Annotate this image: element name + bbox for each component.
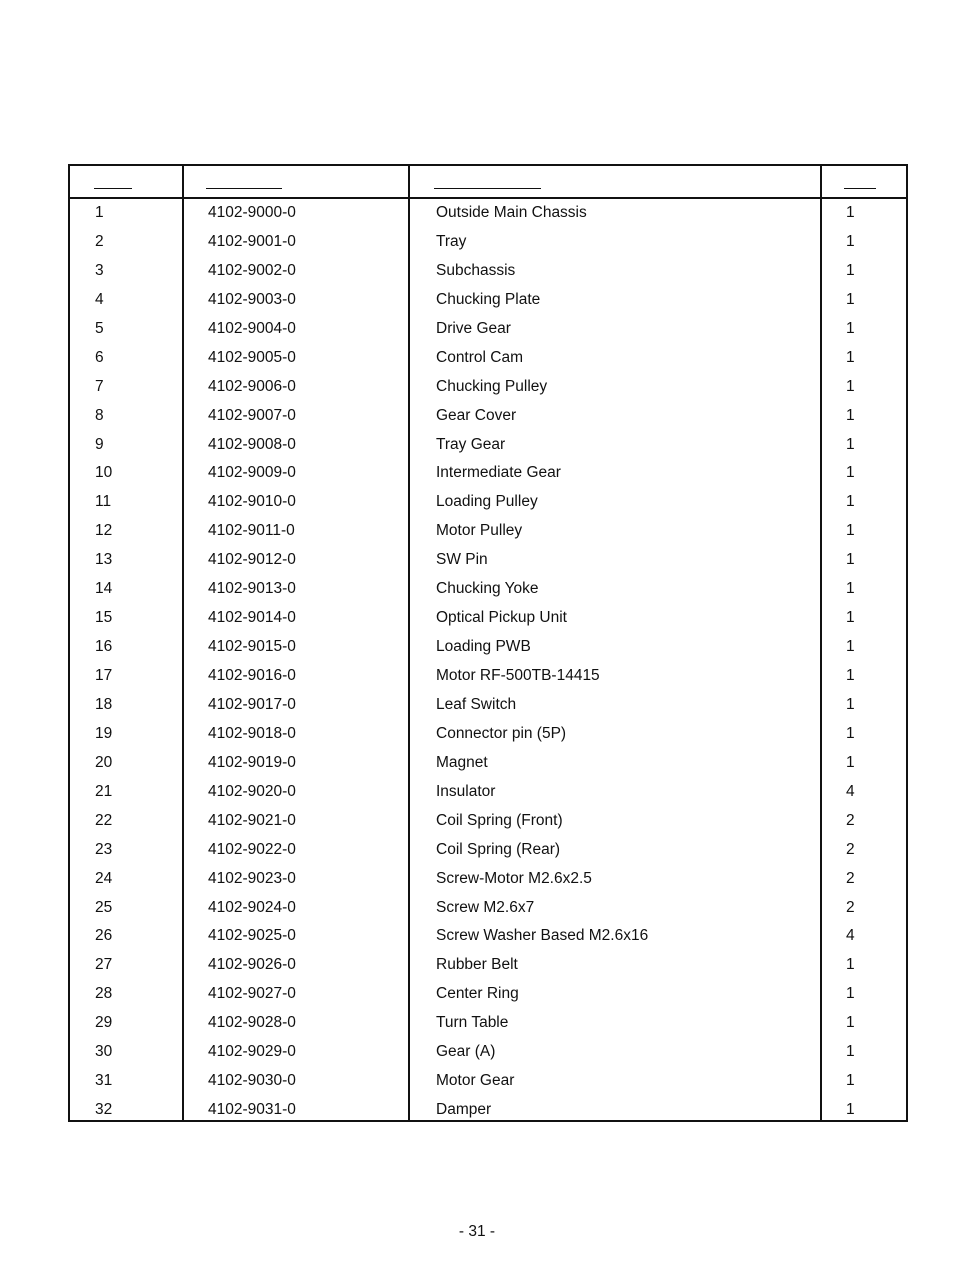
quantity: 2 [846,811,855,829]
quantity: 1 [846,724,855,742]
part-description: SW Pin [436,551,488,569]
part-number: 4102-9027-0 [208,985,296,1003]
table-row [70,286,906,315]
part-number: 4102-9007-0 [208,406,296,424]
table-row [70,546,906,575]
table-row [70,951,906,980]
quantity: 1 [846,204,855,221]
quantity: 1 [846,667,855,684]
item-number: 22 [95,811,113,829]
part-description: Tray Gear [436,435,506,453]
part-number: 4102-9020-0 [208,782,296,800]
part-number: 4102-9013-0 [208,580,296,598]
header-quantity-underline [844,188,876,189]
quantity: 1 [846,464,855,482]
part-description: Subchassis [436,261,516,279]
item-number: 4 [95,290,104,308]
part-description: Coil Spring (Front) [436,811,563,829]
table-row [70,315,906,344]
quantity: 1 [846,1072,855,1090]
part-description: Motor Pulley [436,522,523,540]
quantity: 1 [846,493,855,511]
item-number: 15 [95,609,113,627]
item-number: 28 [95,985,113,1003]
part-number: 4102-9010-0 [208,493,296,511]
part-number: 4102-9009-0 [208,464,296,482]
page-number: - 31 - [458,1223,496,1240]
part-number: 4102-9024-0 [208,898,296,916]
table-row [70,662,906,691]
part-description: Gear Cover [436,406,517,424]
table-row [70,517,906,546]
item-number: 2 [95,232,104,250]
part-number: 4102-9017-0 [208,695,296,713]
part-description: Motor Gear [436,1072,515,1090]
part-number: 4102-9019-0 [208,753,296,771]
part-number: 4102-9021-0 [208,811,296,829]
table-row [70,575,906,604]
part-number: 4102-9001-0 [208,232,296,250]
item-number: 24 [95,869,113,887]
table-row [70,922,906,951]
item-number: 3 [95,261,104,279]
header-description-underline [434,188,541,189]
part-number: 4102-9031-0 [208,1101,296,1119]
part-number: 4102-9008-0 [208,435,296,453]
part-description: Insulator [436,782,496,800]
item-number: 10 [95,464,113,482]
quantity: 2 [846,898,855,916]
quantity: 1 [846,435,855,453]
part-description: Optical Pickup Unit [436,609,567,627]
part-description: Chucking Pulley [436,377,548,395]
table-row [70,894,906,923]
item-number: 9 [95,435,104,453]
quantity: 1 [846,551,855,569]
part-description: Motor RF-500TB-14415 [436,667,600,684]
quantity: 1 [846,319,855,337]
part-description: Control Cam [436,348,523,366]
quantity: 1 [846,261,855,279]
part-description: Screw Washer Based M2.6x16 [436,927,649,945]
part-description: Loading PWB [436,638,531,656]
quantity: 1 [846,695,855,713]
part-number: 4102-9028-0 [208,1014,296,1032]
part-description: Turn Table [436,1014,509,1032]
part-number: 4102-9016-0 [208,667,296,684]
parts-list-table [68,164,908,1122]
item-number: 16 [95,638,113,656]
table-row [70,720,906,749]
part-number: 4102-9004-0 [208,319,296,337]
table-row [70,257,906,286]
quantity: 1 [846,985,855,1003]
part-number: 4102-9025-0 [208,927,296,945]
part-description: Chucking Plate [436,290,541,308]
table-row [70,488,906,517]
item-number: 8 [95,406,104,424]
part-number: 4102-9006-0 [208,377,296,395]
quantity: 1 [846,1043,855,1061]
table-row [70,980,906,1009]
part-description: Magnet [436,753,488,771]
part-description: Screw M2.6x7 [436,898,535,916]
part-description: Leaf Switch [436,695,517,713]
item-number: 31 [95,1072,113,1090]
item-number: 27 [95,956,113,974]
quantity: 4 [846,927,855,945]
quantity: 1 [846,348,855,366]
quantity: 1 [846,522,855,540]
item-number: 18 [95,695,113,713]
quantity: 1 [846,406,855,424]
item-number: 23 [95,840,113,858]
item-number: 14 [95,580,113,598]
part-description: Drive Gear [436,319,511,337]
item-number: 6 [95,348,104,366]
item-number: 30 [95,1043,113,1061]
table-row [70,691,906,720]
item-number: 21 [95,782,113,800]
part-description: Center Ring [436,985,519,1003]
quantity: 2 [846,869,855,887]
quantity: 1 [846,1014,855,1032]
part-number: 4102-9000-0 [208,204,296,221]
part-description: Rubber Belt [436,956,518,974]
header-no-underline [94,188,132,189]
header-part-number-underline [206,188,282,189]
item-number: 32 [95,1101,113,1119]
table-row [70,402,906,431]
item-number: 7 [95,377,104,395]
item-number: 26 [95,927,113,945]
table-row [70,749,906,778]
part-number: 4102-9023-0 [208,869,296,887]
part-number: 4102-9003-0 [208,290,296,308]
part-number: 4102-9026-0 [208,956,296,974]
table-row [70,228,906,257]
quantity: 4 [846,782,855,800]
item-number: 29 [95,1014,113,1032]
item-number: 1 [95,204,104,221]
item-number: 5 [95,319,104,337]
quantity: 1 [846,1101,855,1119]
table-row [70,778,906,807]
item-number: 17 [95,667,113,684]
part-number: 4102-9030-0 [208,1072,296,1090]
part-description: Damper [436,1101,492,1119]
quantity: 1 [846,609,855,627]
table-row [70,373,906,402]
quantity: 1 [846,580,855,598]
part-description: Loading Pulley [436,493,538,511]
part-number: 4102-9029-0 [208,1043,296,1061]
table-row [70,865,906,894]
table-row [70,1067,906,1096]
table-row [70,836,906,865]
table-row [70,633,906,662]
part-number: 4102-9015-0 [208,638,296,656]
quantity: 1 [846,290,855,308]
item-number: 25 [95,898,113,916]
table-row [70,1009,906,1038]
table-row [70,431,906,460]
table-row [70,344,906,373]
part-description: Gear (A) [436,1043,496,1061]
part-number: 4102-9011-0 [208,522,295,540]
part-description: Outside Main Chassis [436,204,587,221]
part-number: 4102-9022-0 [208,840,296,858]
table-row [70,1096,906,1125]
part-description: Intermediate Gear [436,464,561,482]
item-number: 19 [95,724,113,742]
quantity: 1 [846,753,855,771]
item-number: 13 [95,551,113,569]
part-number: 4102-9002-0 [208,261,296,279]
part-description: Coil Spring (Rear) [436,840,561,858]
table-row [70,199,906,228]
quantity: 1 [846,956,855,974]
quantity: 1 [846,232,855,250]
table-row [70,807,906,836]
part-number: 4102-9018-0 [208,724,296,742]
part-number: 4102-9012-0 [208,551,296,569]
item-number: 12 [95,522,113,540]
table-row [70,1038,906,1067]
table-body [70,199,906,1125]
item-number: 20 [95,753,113,771]
part-description: Connector pin (5P) [436,724,567,742]
table-row [70,604,906,633]
part-description: Tray [436,232,467,250]
part-description: Chucking Yoke [436,580,539,598]
quantity: 2 [846,840,855,858]
part-description: Screw-Motor M2.6x2.5 [436,869,592,887]
quantity: 1 [846,638,855,656]
quantity: 1 [846,377,855,395]
part-number: 4102-9014-0 [208,609,296,627]
table-row [70,459,906,488]
part-number: 4102-9005-0 [208,348,296,366]
item-number: 11 [95,493,112,511]
